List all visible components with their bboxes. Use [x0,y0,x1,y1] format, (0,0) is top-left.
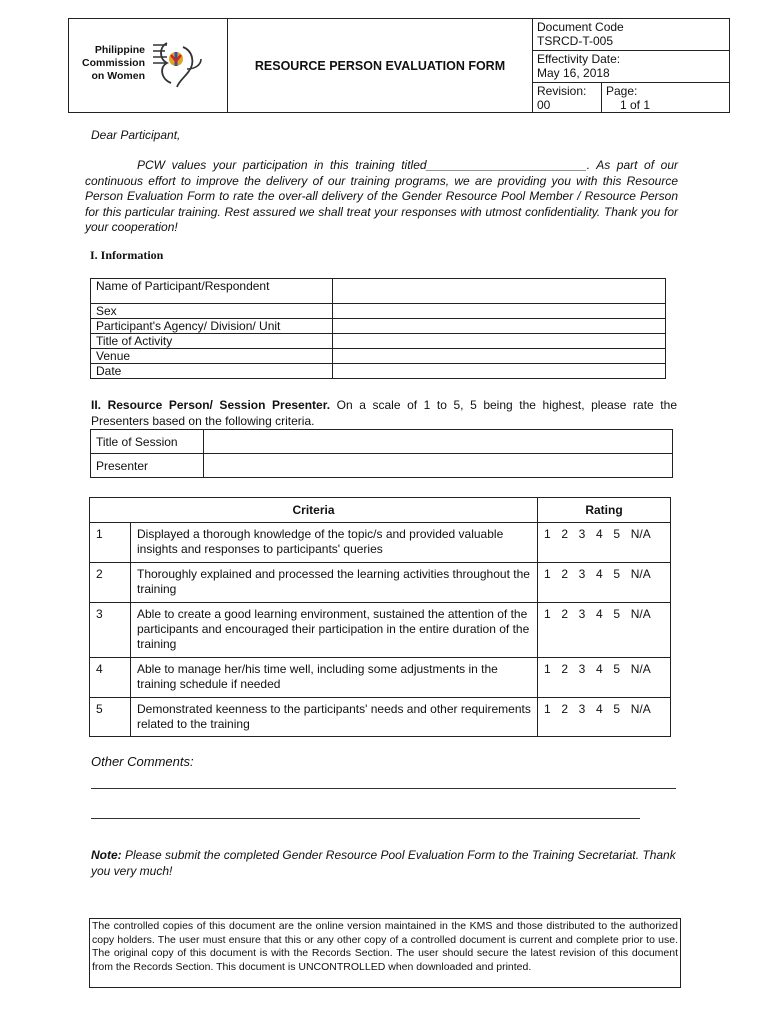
document-code-value: TSRCD-T-005 [537,34,614,48]
revision-cell [533,83,602,113]
criteria-row [90,698,671,737]
document-code-cell [533,19,730,51]
note-label: Note: [91,848,122,862]
form-title: RESOURCE PERSON EVALUATION FORM [228,19,533,113]
comment-line[interactable] [91,788,676,789]
session-value-field[interactable] [204,454,673,478]
page-value: 1 of 1 [620,98,651,112]
criteria-number: 2 [90,563,131,603]
rating-options[interactable]: 1 2 3 4 5 N/A [538,698,671,737]
rating-options[interactable]: 1 2 3 4 5 N/A [538,563,671,603]
info-value-field[interactable] [333,319,666,334]
criteria-header: Criteria [90,498,538,523]
criteria-table [89,497,671,737]
criteria-row [90,523,671,563]
session-label: Title of Session [91,430,204,454]
info-label: Venue [91,349,333,364]
info-value-field[interactable] [333,304,666,319]
greeting: Dear Participant, [91,128,181,142]
revision-value: 00 [537,98,551,112]
info-row [91,364,666,379]
info-label: Name of Participant/Respondent [91,279,333,304]
pcw-logo-icon [149,39,205,91]
info-row [91,304,666,319]
section2-heading: II. Resource Person/ Session Presenter. [91,398,331,412]
controlled-copy-notice: The controlled copies of this document are the online version maintained in the KMS and those distributed to the authorized copy holders. The user must ensure that this or any other copy of a controlled document is current and complete prior to use. The original copy of this document is with the Records Section. The user should secure the latest revision of this document from the Records Section. This document is UNCONTROLLED when downloaded and printed. [89,918,681,988]
info-value-field[interactable] [333,279,666,304]
criteria-row [90,563,671,603]
info-table [90,278,666,379]
page-cell [602,83,730,113]
info-heading: I. Information [90,248,164,262]
info-label: Date [91,364,333,379]
session-row [91,430,673,454]
info-value-field[interactable] [333,349,666,364]
info-value-field[interactable] [333,334,666,349]
effectivity-value: May 16, 2018 [537,66,610,80]
info-label: Sex [91,304,333,319]
session-row [91,454,673,478]
document-code-label: Document Code [537,20,624,34]
criteria-text: Displayed a thorough knowledge of the topic/s and provided valuable insights and responses to participants' queries [131,523,538,563]
info-row [91,349,666,364]
document-header [68,18,730,113]
page-label: Page: [606,84,638,98]
session-label: Presenter [91,454,204,478]
rating-header: Rating [538,498,671,523]
section2-intro [91,398,677,429]
org-name [81,44,145,83]
rating-options[interactable]: 1 2 3 4 5 N/A [538,603,671,658]
criteria-text: Able to create a good learning environment, sustained the attention of the participants and encouraged their participation in the entire duration of the training [131,603,538,658]
org-line-3: on Women [91,70,145,82]
criteria-number: 1 [90,523,131,563]
criteria-number: 5 [90,698,131,737]
criteria-number: 4 [90,658,131,698]
org-line-1: Philippine [94,44,145,56]
rating-options[interactable]: 1 2 3 4 5 N/A [538,523,671,563]
comments-label: Other Comments: [91,754,194,769]
info-label: Participant's Agency/ Division/ Unit [91,319,333,334]
logo-cell [69,19,228,113]
criteria-header-row [90,498,671,523]
info-value-field[interactable] [333,364,666,379]
note-text: Please submit the completed Gender Resource Pool Evaluation Form to the Training Secretariat. Thank you very much! [91,848,676,878]
effectivity-label: Effectivity Date: [537,52,621,66]
criteria-number: 3 [90,603,131,658]
note [91,848,681,879]
criteria-row [90,658,671,698]
revision-label: Revision: [537,84,587,98]
session-value-field[interactable] [204,430,673,454]
info-label: Title of Activity [91,334,333,349]
section2-instruction: On a scale of 1 to 5, 5 being the highest, please rate the Presenters based on the following criteria. [91,398,677,428]
rating-options[interactable]: 1 2 3 4 5 N/A [538,658,671,698]
criteria-text: Demonstrated keenness to the participants' needs and other requirements related to the training [131,698,538,737]
criteria-text: Thoroughly explained and processed the learning activities throughout the training [131,563,538,603]
criteria-row [90,603,671,658]
info-row [91,319,666,334]
org-line-2: Commission [81,57,145,69]
info-row [91,334,666,349]
effectivity-cell [533,51,730,83]
criteria-text: Able to manage her/his time well, including some adjustments in the training schedule if needed [131,658,538,698]
intro-paragraph: PCW values your participation in this training titled________________________. As part of our continuous effort to improve the delivery of our training programs, we are providing you with this Resource Person Evaluation Form to rate the over-all delivery of the Gender Resource Pool Member / Resource Person for this particular training. Rest assured we shall treat your responses with utmost confidentiality. Thank you for your cooperation! [85,158,678,234]
comment-line[interactable] [91,818,640,819]
session-table [90,429,673,478]
info-row [91,279,666,304]
